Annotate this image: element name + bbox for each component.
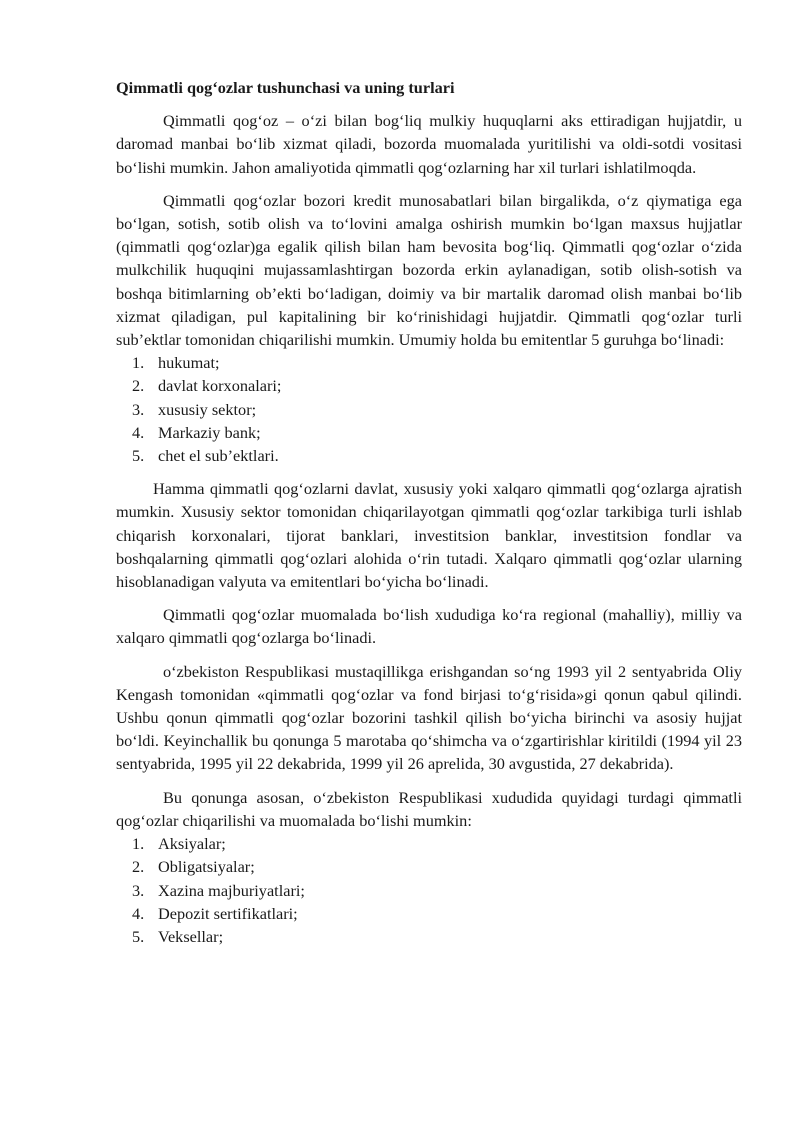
document-title: Qimmatli qog‘ozlar tushunchasi va uning turlari bbox=[116, 78, 455, 97]
list-item: 2. Obligatsiyalar; bbox=[132, 857, 255, 877]
list-item: 4. Markaziy bank; bbox=[132, 422, 261, 442]
list-item: 3. xususiy sektor; bbox=[132, 399, 257, 419]
list-item: 4. Depozit sertifikatlari; bbox=[132, 903, 298, 923]
paragraph-securities-market: Qimmatli qog‘ozlar bozori kredit munosabatlari bilan birgalikda, o‘z qiymatiga ega bo‘lgan, sotish, sotib olish va to‘lovini amalga oshirish mumkin bo‘lgan maxsus hujjatlar (qimmatli qog‘ozlar)ga egalik qilish bilan ham bevosita bog‘liq. Qimmatli qog‘ozlar o‘zida mulkchilik huquqini mujassamlashtirgan bozorda erkin aylanadigan, sotib olish-sotish va boshqa bitimlarning ob’ekti bo‘ladigan, doimiy va bir martalik daromad olish manbai bo‘lib xizmat qiladigan, pul kapitalining bir ko‘rinishidagi hujjatdir. Qimmatli qog‘ozlar turli sub’ektlar tomonidan chiqarilishi mumkin. Umumiy holda bu emitentlar 5 guruhga bo‘linadi: bbox=[116, 190, 742, 350]
paragraph-law-history: o‘zbekiston Respublikasi mustaqillikga erishgandan so‘ng 1993 yil 2 sentyabrida Oliy Kengash tomonidan «qimmatli qog‘ozlar va fond birjasi to‘g‘risida»gi qonun qabul qilindi. Ushbu qonun qimmatli qog‘ozlar bozorini tashkil qilish bo‘yicha birinchi va asosiy hujjat bo‘ldi. Keyinchallik bu qonunga 5 marotaba qo‘shimcha va o‘zgartirishlar kiritildi (1994 yil 23 sentyabrida, 1995 yil 22 dekabrida, 1999 yil 26 aprelida, 30 avgustida, 27 dekabrida). bbox=[116, 661, 742, 774]
document-page bbox=[116, 76, 742, 958]
list-item: 1. hukumat; bbox=[132, 353, 220, 373]
list-item: 3. Xazina majburiyatlari; bbox=[132, 880, 305, 900]
list-item: 5. Veksellar; bbox=[132, 926, 224, 946]
list-item: 1. Aksiyalar; bbox=[132, 834, 226, 854]
paragraph-territory: Qimmatli qog‘ozlar muomalada bo‘lish xududiga ko‘ra regional (mahalliy), milliy va xalqaro qimmatli qog‘ozlarga bo‘linadi. bbox=[116, 605, 742, 648]
securities-list bbox=[116, 832, 742, 948]
paragraph-definition: Qimmatli qog‘oz – o‘zi bilan bog‘liq mulkiy huquqlarni aks ettiradigan hujjatdir, u daromad manbai bo‘lib xizmat qiladi, bozorda muomalada yuritilishi va oldi-sotdi vositasi bo‘lishi mumkin. Jahon amaliyotida qimmatli qog‘ozlarning har xil turlari ishlatilmoqda. bbox=[116, 111, 742, 177]
paragraph-permitted-types: Bu qonunga asosan, o‘zbekiston Respublikasi xududida quyidagi turdagi qimmatli qog‘ozlar chiqarilishi va muomalada bo‘lishi mumkin: bbox=[116, 787, 742, 830]
paragraph-classification: Hamma qimmatli qog‘ozlarni davlat, xususiy yoki xalqaro qimmatli qog‘ozlarga ajratish mumkin. Xususiy sektor tomonidan chiqarilayotgan qimmatli qog‘ozlar tarkibiga turli ishlab chiqarish korxonalari, tijorat banklari, investitsion banklar, investitsion fondlar va boshqalarning qimmatli qog‘ozlari alohida o‘rin tutadi. Xalqaro qimmatli qog‘ozlar ularning hisoblanadigan valyuta va emitentlari bo‘yicha bo‘linadi. bbox=[116, 479, 742, 592]
issuers-list bbox=[116, 351, 742, 467]
list-item: 2. davlat korxonalari; bbox=[132, 376, 282, 396]
list-item: 5. chet el sub’ektlari. bbox=[132, 446, 279, 466]
